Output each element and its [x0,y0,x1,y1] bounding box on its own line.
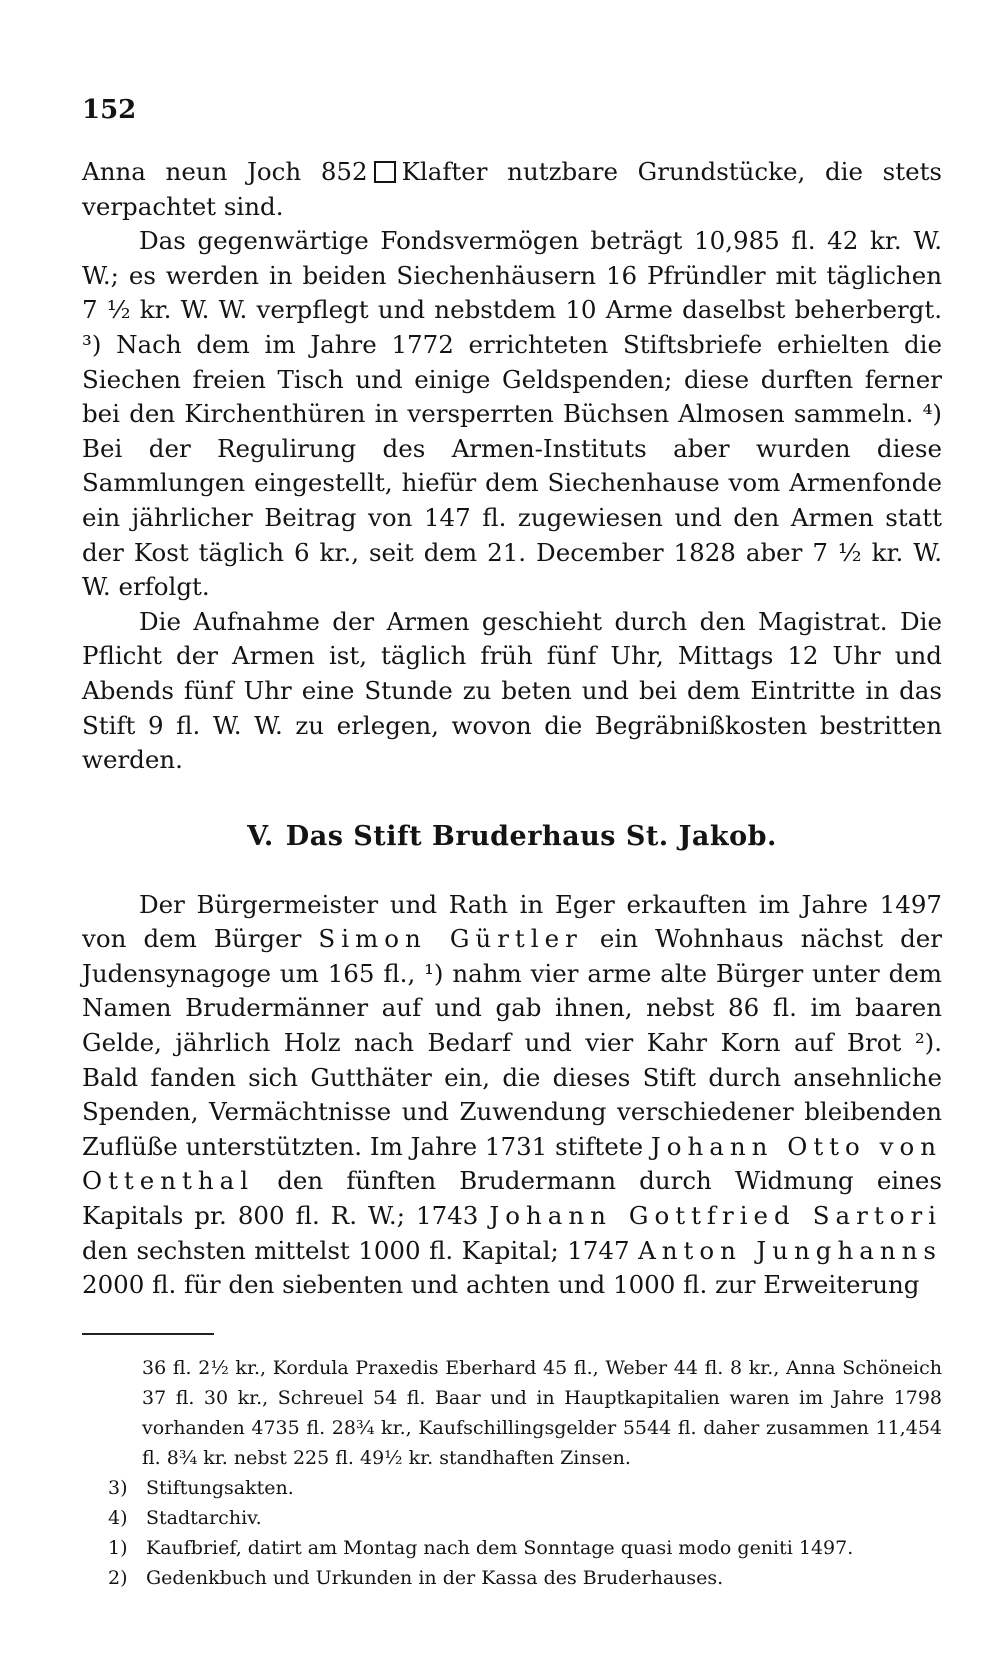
paragraph-4-part-2: ein Wohnhaus nächst der Judensynagoge um 165 fl., ¹) nahm vier arme alte Bürger unter dem Namen Brudermänner auf und gab ihnen, nebst 86 fl. im baaren Gelde, jährlich Holz nach Bedarf und vier Kahr Korn auf Brot ²). Bald fanden sich Gutthäter ein, die dieses Stift durch ansehnliche Spenden, Vermächtnisse und Zuwendung verschiedener bleibenden Zuflüße unterstützten. Im Jahre 1731 stiftete [82,924,943,1161]
paragraph-4-part-5: 2000 fl. für den siebenten und achten und 1000 fl. zur Erweiterung [82,1270,920,1300]
paragraph-2: Das gegenwärtige Fondsvermögen beträgt 10,985 fl. 42 kr. W. W.; es werden in beiden Siechenhäusern 16 Pfründler mit täglichen 7 ½ kr. W. W. verpflegt und nebstdem 10 Arme daselbst beherbergt. ³) Nach dem im Jahre 1772 errichteten Stiftsbriefe erhielten die Siechen freien Tisch und einige Geldspenden; diese durften ferner bei den Kirchenthüren in versperrten Büchsen Almosen sammeln. ⁴) Bei der Regulirung des Armen-Instituts aber wurden diese Sammlungen eingestellt, hiefür dem Siechenhause vom Armenfonde ein jährlicher Beitrag von 147 fl. zugewiesen und den Armen statt der Kost täglich 6 kr., seit dem 21. December 1828 aber 7 ½ kr. W. W. erfolgt. [82,226,942,602]
person-name-simon-guertler: Simon Gürtler [318,924,583,954]
footnote-divider [82,1333,214,1335]
footnote-2 [82,1563,942,1593]
footnote-text: Gedenkbuch und Urkunden in der Kassa des Bruderhauses. [146,1566,724,1589]
document-page [82,95,942,1593]
paragraph-4-part-1: Der Bürgermeister und Rath in Eger erkauften im Jahre 1497 von dem Bürger [82,889,942,954]
footnote-4 [82,1503,942,1533]
footnote-continuation: 36 fl. 2½ kr., Kordula Praxedis Eberhard 45 fl., Weber 44 fl. 8 kr., Anna Schöneich 37 fl. 30 kr., Schreuel 54 fl. Baar und in Hauptkapitalien waren im Jahre 1798 vorhanden 4735 fl. 28¾ kr., Kaufschillingsgelder 5544 fl. daher zusammen 11,454 fl. 8¾ kr. nebst 225 fl. 49½ kr. standhaften Zinsen. [142,1356,942,1469]
footnote-mark: 3) [108,1476,128,1499]
paragraph-4-part-3: den fünften Brudermann durch Widmung eines Kapitals pr. 800 fl. R. W.; 1743 [82,1166,942,1231]
footnote-3 [82,1473,942,1503]
footnote-text: Stadtarchiv. [146,1506,262,1529]
footnote-text: Stiftungsakten. [146,1476,294,1499]
paragraph-1 [82,155,942,224]
paragraph-1-end: Klafter nutzbare Grundstücke, die stets verpachtet sind. [82,157,942,221]
person-name-johann-gottfried-sartori: Johann Gottfried Sartori [489,1201,942,1231]
square-symbol-icon [374,161,396,183]
paragraph-3: Die Aufnahme der Armen geschieht durch den Magistrat. Die Pflicht der Armen ist, täglich früh fünf Uhr, Mittags 12 Uhr und Abends fünf Uhr eine Stunde zu beten und bei dem Eintritte in das Stift 9 fl. W. W. zu erlegen, wovon die Begräbnißkosten bestritten werden. [82,606,942,775]
paragraph-4-part-4: den sechsten mittelst 1000 fl. Kapital; 1747 [82,1235,630,1265]
section-title: Das Stift Bruderhaus St. Jakob. [285,820,777,852]
person-name-johann-otto: Johann Otto von Ottenthal [82,1131,942,1196]
paragraph-1-start: Anna neun Joch 852 [82,157,368,186]
footnote-mark: 4) [108,1506,128,1529]
footnote-mark: 1) [108,1536,128,1559]
section-heading [82,820,942,854]
page-number: 152 [82,95,137,125]
footnote-1 [82,1533,942,1563]
section-number: V. [247,820,274,852]
paragraph-4 [82,888,942,1303]
person-name-anton-junghanns: Anton Junghanns [638,1235,943,1265]
footnote-mark: 2) [108,1566,128,1589]
footnote-text: Kaufbrief, datirt am Montag nach dem Sonntage quasi modo geniti 1497. [146,1536,854,1559]
